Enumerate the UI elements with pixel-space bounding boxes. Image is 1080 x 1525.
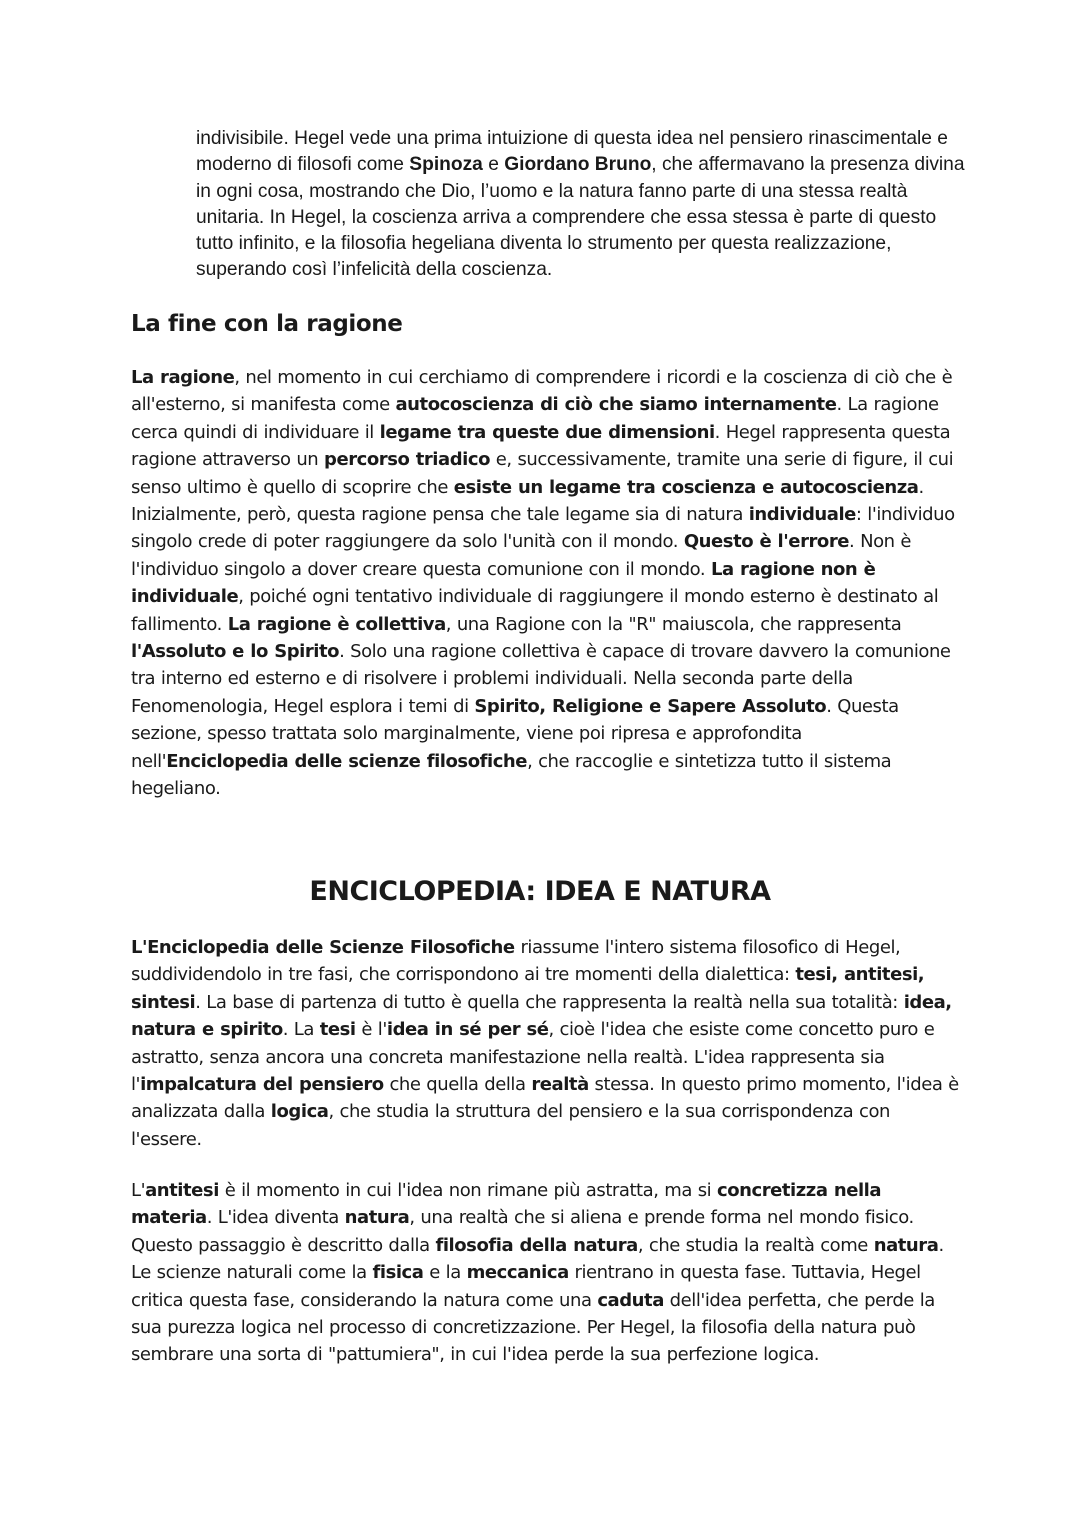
bold-text-run: fisica bbox=[372, 1262, 424, 1284]
text-run: . Non è l'individuo singolo a dover creare questa comunione con il mondo. bbox=[131, 531, 912, 580]
text-run: . L'idea diventa bbox=[206, 1207, 345, 1229]
bold-text-run: esiste un legame tra coscienza e autocoscienza bbox=[453, 476, 919, 498]
text-run: . Questa sezione, spesso trattata solo marginalmente, viene poi ripresa e approfondita nell' bbox=[131, 695, 899, 772]
bold-text-run: antitesi bbox=[145, 1180, 219, 1201]
text-run: . Hegel rappresenta questa ragione attraverso un bbox=[131, 421, 951, 471]
text-run: e bbox=[482, 154, 505, 176]
bold-text-run: Spirito, Religione e Sapere Assoluto bbox=[474, 695, 827, 717]
bold-text-run: concretizza nella materia bbox=[131, 1180, 882, 1229]
bold-text-run: autocoscienza di ciò che siamo internamente bbox=[395, 394, 837, 416]
text-run: che quella della bbox=[383, 1074, 532, 1096]
text-run: riassume l'intero sistema filosofico di Hegel, suddividendolo in tre fasi, che corrispondono ai tre momenti della dialettica: bbox=[131, 937, 901, 986]
heading-ragione: La fine con la ragione bbox=[131, 311, 403, 337]
text-run: . La base di partenza di tutto è quella che rappresenta la realtà nella sua totalità: bbox=[195, 991, 904, 1013]
bold-text-run: La ragione è collettiva bbox=[227, 613, 446, 635]
text-run: , che studia la realtà come bbox=[637, 1234, 874, 1256]
bold-text-run: La ragione non è individuale bbox=[131, 558, 876, 608]
bold-text-run: natura bbox=[344, 1207, 410, 1229]
text-run: . La ragione cerca quindi di individuare il bbox=[131, 394, 939, 443]
text-run: : l'individuo singolo crede di poter raggiungere da solo l'unità con il mondo. bbox=[131, 504, 955, 553]
text-run: , poiché ogni tentativo individuale di raggiungere il mondo esterno è destinato al fallimento. bbox=[131, 586, 939, 635]
bold-text-run: legame tra queste due dimensioni bbox=[379, 421, 715, 443]
bold-text-run: tesi bbox=[319, 1019, 356, 1041]
text-run: , una realtà che si aliena e prende forma nel mondo fisico. Questo passaggio è descritto dalla bbox=[131, 1207, 914, 1256]
text-run: . Le scienze naturali come la bbox=[131, 1234, 944, 1284]
bold-text-run: Spinoza bbox=[409, 154, 483, 176]
bold-text-run: meccanica bbox=[466, 1262, 569, 1284]
bold-text-run: caduta bbox=[597, 1289, 664, 1311]
text-run: e, successivamente, tramite una serie di figure, il cui senso ultimo è quello di scoprire che bbox=[131, 449, 954, 498]
bold-text-run: realtà bbox=[531, 1074, 589, 1096]
text-run: indivisibile. Hegel vede una prima intuizione di questa idea nel pensiero rinascimentale e moderno di filosofi come bbox=[196, 128, 948, 176]
text-run: . Solo una ragione collettiva è capace di trovare davvero la comunione tra interno ed esterno e di risolvere i problemi individuali. Nella seconda parte della Fenomenologia, Hegel esplora i temi di bbox=[131, 641, 951, 717]
bold-text-run: Giordano Bruno bbox=[504, 154, 652, 176]
bold-text-run: logica bbox=[270, 1101, 329, 1123]
heading-enciclopedia: ENCICLOPEDIA: IDEA E NATURA bbox=[309, 876, 771, 907]
text-run: , che studia la struttura del pensiero e la sua corrispondenza con l'essere. bbox=[131, 1101, 890, 1150]
text-run: dell'idea perfetta, che perde la sua purezza logica nel processo di concretizzazione. Per Hegel, la filosofia della natura può sembrare una sorta di "pattumiera", in cui l'idea perde la sua perfezione logica. bbox=[131, 1289, 935, 1366]
bold-text-run: Enciclopedia delle scienze filosofiche bbox=[166, 750, 528, 772]
text-run: . Inizialmente, però, questa ragione pensa che tale legame sia di natura bbox=[131, 476, 924, 526]
text-run: , cioè l'idea che esiste come concetto puro e astratto, senza ancora una concreta manifestazione nella realtà. L'idea rappresenta sia l' bbox=[131, 1019, 935, 1096]
bold-text-run: individuale bbox=[748, 504, 856, 526]
text-run: , che affermavano la presenza divina in ogni cosa, mostrando che Dio, l’uomo e la natura fanno parte di una stessa realtà unitaria. In Hegel, la coscienza arriva a comprendere che essa stessa è parte di questo tutto infinito, e la filosofia hegeliana diventa lo strumento per questa realizzazione, superando così l’infelicità della coscienza. bbox=[196, 154, 965, 281]
bold-text-run: impalcatura del pensiero bbox=[140, 1074, 384, 1096]
text-run: . La bbox=[282, 1019, 320, 1041]
bold-text-run: idea, natura e spirito bbox=[131, 991, 952, 1041]
bold-text-run: idea in sé per sé bbox=[386, 1019, 549, 1041]
bold-text-run: tesi, antitesi, sintesi bbox=[131, 964, 925, 1013]
text-run: stessa. In questo primo momento, l'idea è analizzata dalla bbox=[131, 1074, 959, 1123]
text-run: , nel momento in cui cerchiamo di comprendere i ricordi e la coscienza di ciò che è all'esterno, si manifesta come bbox=[131, 367, 953, 416]
intro-paragraph bbox=[196, 126, 966, 284]
bold-text-run: La ragione bbox=[131, 367, 235, 388]
text-run: , una Ragione con la "R" maiuscola, che rappresenta bbox=[445, 613, 902, 635]
bold-text-run: natura bbox=[873, 1234, 939, 1256]
text-run: , che raccoglie e sintetizza tutto il sistema hegeliano. bbox=[131, 750, 892, 800]
bold-text-run: percorso triadico bbox=[324, 449, 490, 471]
paragraph-enciclopedia-antitesi bbox=[131, 1177, 961, 1369]
text-run: è il momento in cui l'idea non rimane più astratta, ma si bbox=[218, 1180, 717, 1201]
text-run: e la bbox=[423, 1262, 467, 1284]
bold-text-run: Questo è l'errore bbox=[683, 531, 850, 553]
text-run: L' bbox=[131, 1180, 146, 1201]
text-run: è l' bbox=[355, 1019, 387, 1041]
text-run: rientrano in questa fase. Tuttavia, Hegel critica questa fase, considerando la natura come una bbox=[131, 1262, 921, 1311]
bold-text-run: filosofia della natura bbox=[435, 1234, 638, 1256]
bold-text-run: L'Enciclopedia delle Scienze Filosofiche bbox=[131, 937, 515, 958]
paragraph-enciclopedia-tesi bbox=[131, 934, 961, 1153]
paragraph-ragione bbox=[131, 364, 961, 803]
bold-text-run: l'Assoluto e lo Spirito bbox=[131, 641, 340, 663]
